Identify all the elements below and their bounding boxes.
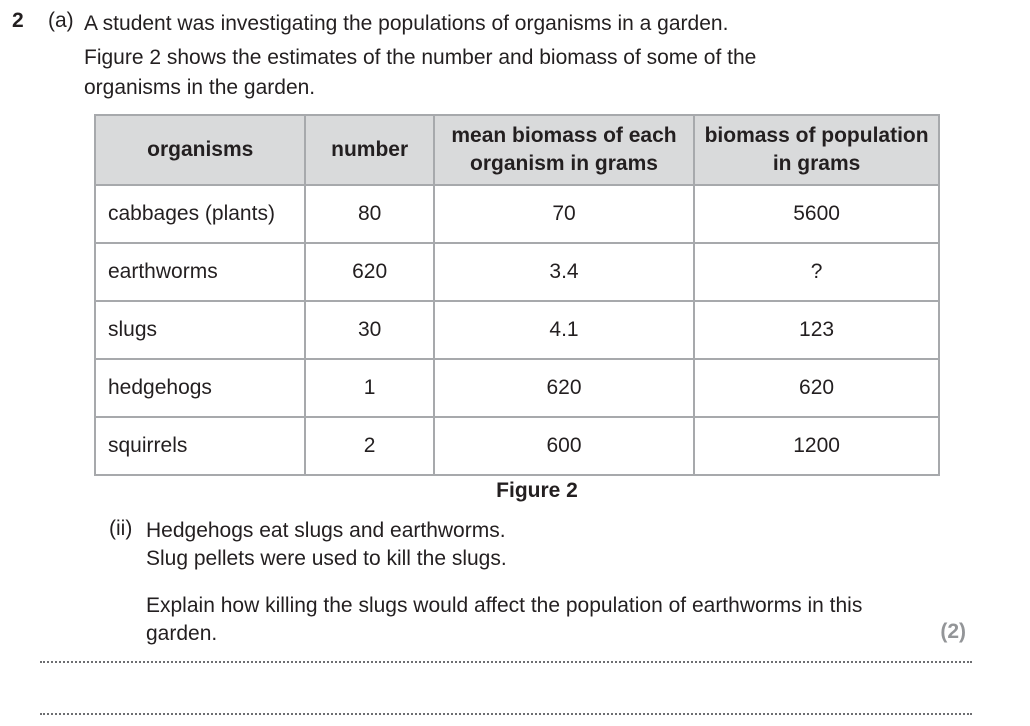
cell-organism: earthworms [95, 243, 305, 301]
table-row [95, 417, 939, 475]
cell-mean-biomass: 70 [434, 185, 694, 243]
table-row [95, 359, 939, 417]
subquestion-line-1: Hedgehogs eat slugs and earthworms. [146, 519, 506, 542]
cell-number: 1 [305, 359, 433, 417]
intro-line-1: A student was investigating the populations of organisms in a garden. [84, 12, 729, 35]
question-intro [84, 9, 984, 103]
cell-population-biomass: 5600 [694, 185, 939, 243]
cell-number: 30 [305, 301, 433, 359]
cell-number: 80 [305, 185, 433, 243]
organism-table [94, 114, 940, 476]
header-organisms: organisms [95, 115, 305, 185]
table-header-row [95, 115, 939, 185]
answer-line[interactable] [40, 713, 972, 715]
cell-population-biomass: 620 [694, 359, 939, 417]
cell-mean-biomass: 4.1 [434, 301, 694, 359]
intro-line-2: Figure 2 shows the estimates of the number and biomass of some of the organisms in the garden. [84, 46, 757, 99]
answer-line[interactable] [40, 661, 972, 663]
cell-population-biomass: ? [694, 243, 939, 301]
cell-number: 2 [305, 417, 433, 475]
cell-organism: slugs [95, 301, 305, 359]
header-number: number [305, 115, 433, 185]
cell-organism: hedgehogs [95, 359, 305, 417]
subquestion-prompt: Explain how killing the slugs would affect the population of earthworms in this garden. [146, 594, 863, 645]
table-row [95, 185, 939, 243]
cell-population-biomass: 1200 [694, 417, 939, 475]
header-population-biomass: biomass of population in grams [694, 115, 939, 185]
marks-indicator: (2) [940, 620, 966, 643]
subquestion-line-2: Slug pellets were used to kill the slugs. [146, 547, 507, 570]
subquestion-stem [146, 517, 966, 573]
cell-number: 620 [305, 243, 433, 301]
cell-population-biomass: 123 [694, 301, 939, 359]
figure-caption: Figure 2 [496, 479, 578, 502]
cell-organism: cabbages (plants) [95, 185, 305, 243]
subquestion-label: (ii) [109, 517, 133, 540]
cell-mean-biomass: 620 [434, 359, 694, 417]
cell-mean-biomass: 600 [434, 417, 694, 475]
question-number: 2 [12, 9, 24, 32]
part-label: (a) [48, 9, 74, 32]
table-row [95, 301, 939, 359]
table-row [95, 243, 939, 301]
cell-organism: squirrels [95, 417, 305, 475]
cell-mean-biomass: 3.4 [434, 243, 694, 301]
header-mean-biomass: mean biomass of each organism in grams [434, 115, 694, 185]
